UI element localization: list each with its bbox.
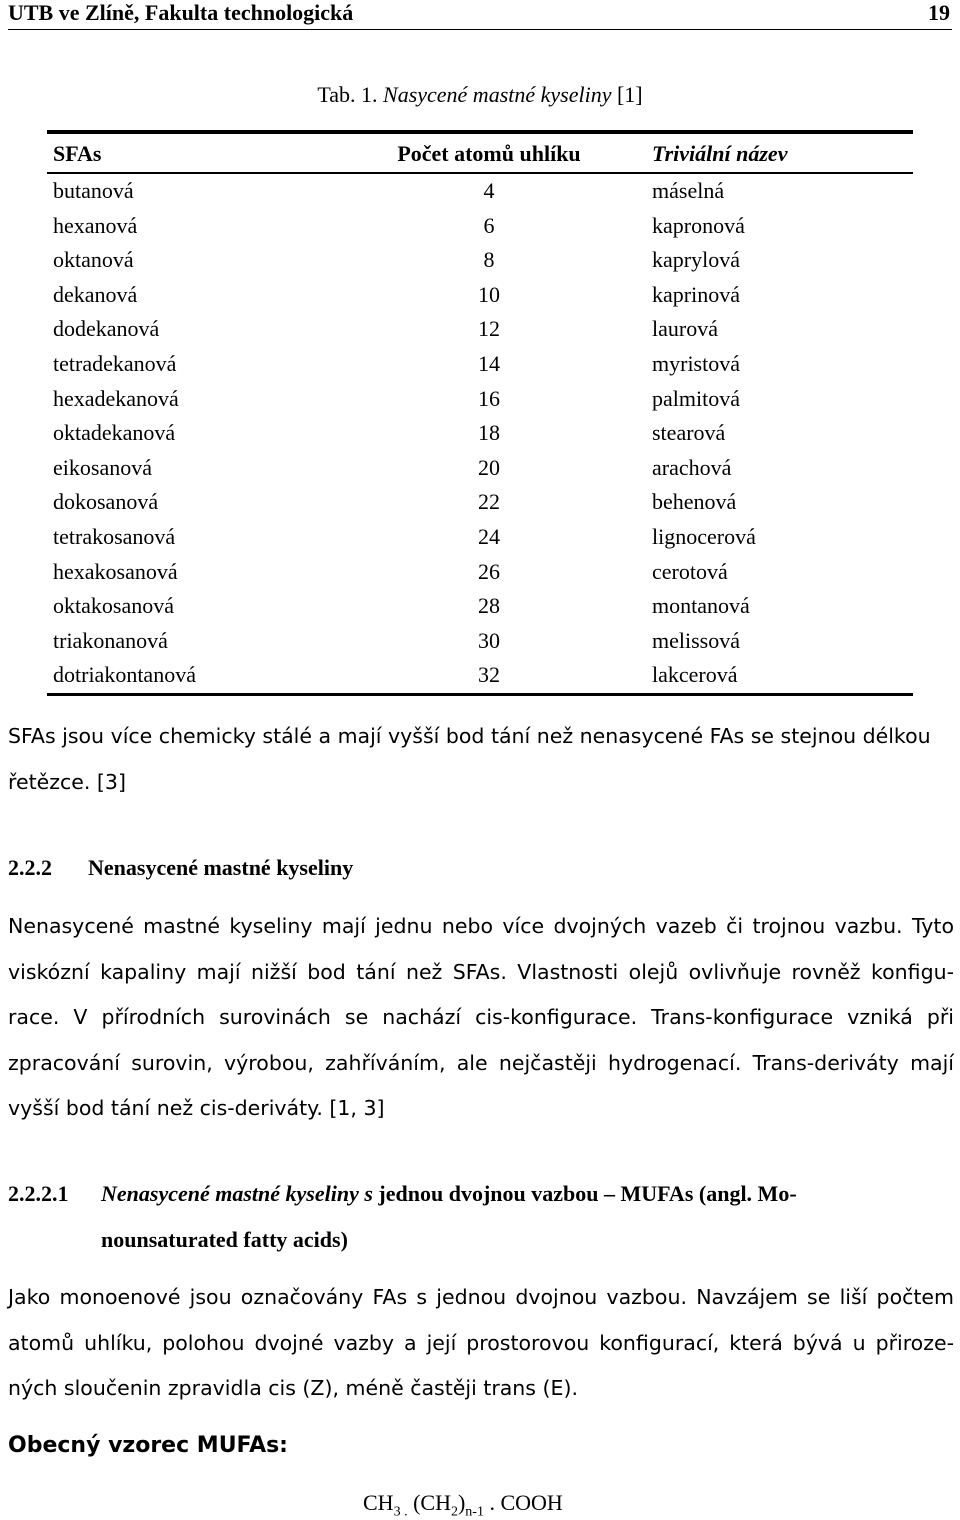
text-line: atomů uhlíku, polohou dvojné vazby a její prostorovou konfigurací, která bývá u přiroze-: [8, 1330, 954, 1355]
cell-sfa-name: tetrakosanová: [53, 523, 176, 549]
cell-sfa-name: oktakosanová: [53, 593, 174, 619]
cell-carbon-count: 22: [478, 489, 500, 515]
paragraph-unsaturated: [8, 904, 954, 1132]
table-row: [47, 278, 913, 313]
cell-carbon-count: 8: [483, 247, 495, 273]
subsection-title-rest: jednou dvojnou vazbou – MUFAs (angl. Mo-: [372, 1181, 797, 1206]
subsection-title-line2: nounsaturated fatty acids): [101, 1227, 348, 1252]
cell-trivial-name: lakcerová: [652, 662, 738, 688]
caption-title: Nasycené mastné kyseliny: [383, 82, 612, 107]
cell-carbon-count: 10: [478, 281, 500, 307]
formula-part: ): [457, 1490, 466, 1515]
cell-trivial-name: kapronová: [652, 212, 745, 238]
cell-trivial-name: arachová: [652, 454, 732, 480]
table-row: [47, 382, 913, 417]
cell-carbon-count: 28: [478, 593, 500, 619]
subsection-heading: [8, 1171, 908, 1263]
table-row: [47, 243, 913, 278]
table-row: [47, 555, 913, 590]
cell-sfa-name: dekanová: [53, 281, 138, 307]
cell-trivial-name: myristová: [652, 350, 740, 376]
table-row: [47, 520, 913, 555]
paragraph-sfas: [8, 714, 954, 805]
text-line: race. V přírodních surovinách se nachází cis-konfigurace. Trans-konfigurace vzniká při: [8, 1005, 954, 1029]
subsection-title-italic: Nenasycené mastné kyseliny s: [101, 1181, 373, 1206]
formula-part: (CH: [407, 1490, 451, 1515]
table-row: [47, 589, 913, 624]
cell-trivial-name: palmitová: [652, 385, 740, 411]
cell-sfa-name: butanová: [53, 178, 134, 203]
text-line: SFAs jsou více chemicky stálé a mají vyšší bod tání než nenasycené FAs se stejnou délkou: [8, 724, 931, 748]
table-row: [47, 347, 913, 382]
cell-trivial-name: kaprinová: [652, 281, 740, 307]
page-header: [8, 0, 952, 30]
cell-trivial-name: máselná: [652, 178, 725, 203]
formula-subscript: n-1: [465, 1504, 484, 1520]
text-line: řetězce. [3]: [8, 769, 126, 794]
cell-carbon-count: 18: [478, 420, 500, 446]
cell-trivial-name: kaprylová: [652, 247, 740, 273]
table-row: [47, 209, 913, 244]
table-caption: [0, 82, 960, 108]
cell-trivial-name: melissová: [652, 627, 740, 653]
formula-part: . COOH: [483, 1490, 563, 1515]
table-body: [47, 174, 913, 693]
cell-sfa-name: dodekanová: [53, 316, 160, 342]
sfa-table: [47, 130, 913, 696]
cell-carbon-count: 14: [478, 350, 500, 376]
cell-carbon-count: 32: [478, 662, 500, 688]
section-title: Nenasycené mastné kyseliny: [88, 855, 354, 880]
cell-carbon-count: 24: [478, 523, 500, 549]
cell-carbon-count: 30: [478, 627, 500, 653]
text-line: ných sloučenin zpravidla cis (Z), méně častěji trans (E).: [8, 1376, 578, 1400]
table-row: [47, 416, 913, 451]
header-title: UTB ve Zlíně, Fakulta technologická: [8, 0, 354, 25]
cell-sfa-name: hexakosanová: [53, 558, 178, 584]
formula-subscript: 2: [450, 1504, 458, 1520]
cell-carbon-count: 12: [478, 316, 500, 342]
cell-sfa-name: eikosanová: [53, 454, 152, 480]
cell-sfa-name: oktanová: [53, 247, 134, 273]
cell-sfa-name: dotriakontanová: [53, 662, 196, 688]
formula-heading: Obecný vzorec MUFAs:: [8, 1433, 288, 1458]
caption-prefix: Tab. 1.: [317, 82, 384, 107]
cell-trivial-name: montanová: [652, 593, 750, 619]
column-header-sfas: SFAs: [53, 141, 102, 166]
cell-trivial-name: lignocerová: [652, 523, 756, 549]
subsection-number: 2.2.2.1: [8, 1181, 69, 1206]
cell-trivial-name: cerotová: [652, 558, 728, 584]
table-row: [47, 624, 913, 659]
cell-carbon-count: 6: [483, 212, 495, 238]
cell-sfa-name: hexadekanová: [53, 385, 179, 411]
table-bottom-rule: [47, 693, 913, 696]
cell-carbon-count: 4: [483, 178, 495, 203]
table-row: [47, 658, 913, 693]
cell-trivial-name: behenová: [652, 489, 737, 515]
paragraph-mufas: [8, 1275, 954, 1412]
table-row: [47, 174, 913, 209]
cell-carbon-count: 20: [478, 454, 500, 480]
caption-ref: [1]: [611, 82, 643, 107]
section-heading: [8, 855, 353, 881]
table-row: [47, 485, 913, 520]
cell-carbon-count: 16: [478, 385, 500, 411]
table-header-row: [47, 134, 913, 172]
general-formula: [363, 1490, 563, 1520]
formula-subscript: 3 .: [393, 1504, 408, 1520]
page-number: 19: [928, 0, 950, 25]
text-line: Nenasycené mastné kyseliny mají jednu nebo více dvojných vazeb či trojnou vazbu. Tyto: [8, 914, 954, 938]
header-rule: [8, 29, 952, 30]
column-header-trivial-name: Triviální název: [652, 141, 788, 166]
cell-trivial-name: stearová: [652, 420, 726, 446]
text-line: Jako monoenové jsou označovány FAs s jednou dvojnou vazbou. Navzájem se liší počtem: [8, 1285, 954, 1309]
cell-sfa-name: triakonanová: [53, 627, 168, 653]
table-row: [47, 312, 913, 347]
cell-trivial-name: laurová: [652, 316, 718, 342]
text-line: viskózní kapaliny mají nižší bod tání než SFAs. Vlastnosti olejů ovlivňuje rovněž konfigu-: [8, 959, 954, 984]
text-line: zpracování surovin, výrobou, zahříváním, ale nejčastěji hydrogenací. Trans-deriváty mají: [8, 1050, 954, 1075]
section-number: 2.2.2: [8, 855, 52, 880]
column-header-carbon-count: Počet atomů uhlíku: [397, 141, 581, 166]
cell-sfa-name: oktadekanová: [53, 420, 176, 446]
cell-sfa-name: hexanová: [53, 212, 138, 238]
formula-part: CH: [363, 1490, 394, 1515]
table-row: [47, 451, 913, 486]
cell-sfa-name: dokosanová: [53, 489, 159, 515]
cell-sfa-name: tetradekanová: [53, 350, 177, 376]
text-line: vyšší bod tání než cis-deriváty. [1, 3]: [8, 1096, 385, 1120]
cell-carbon-count: 26: [478, 558, 500, 584]
